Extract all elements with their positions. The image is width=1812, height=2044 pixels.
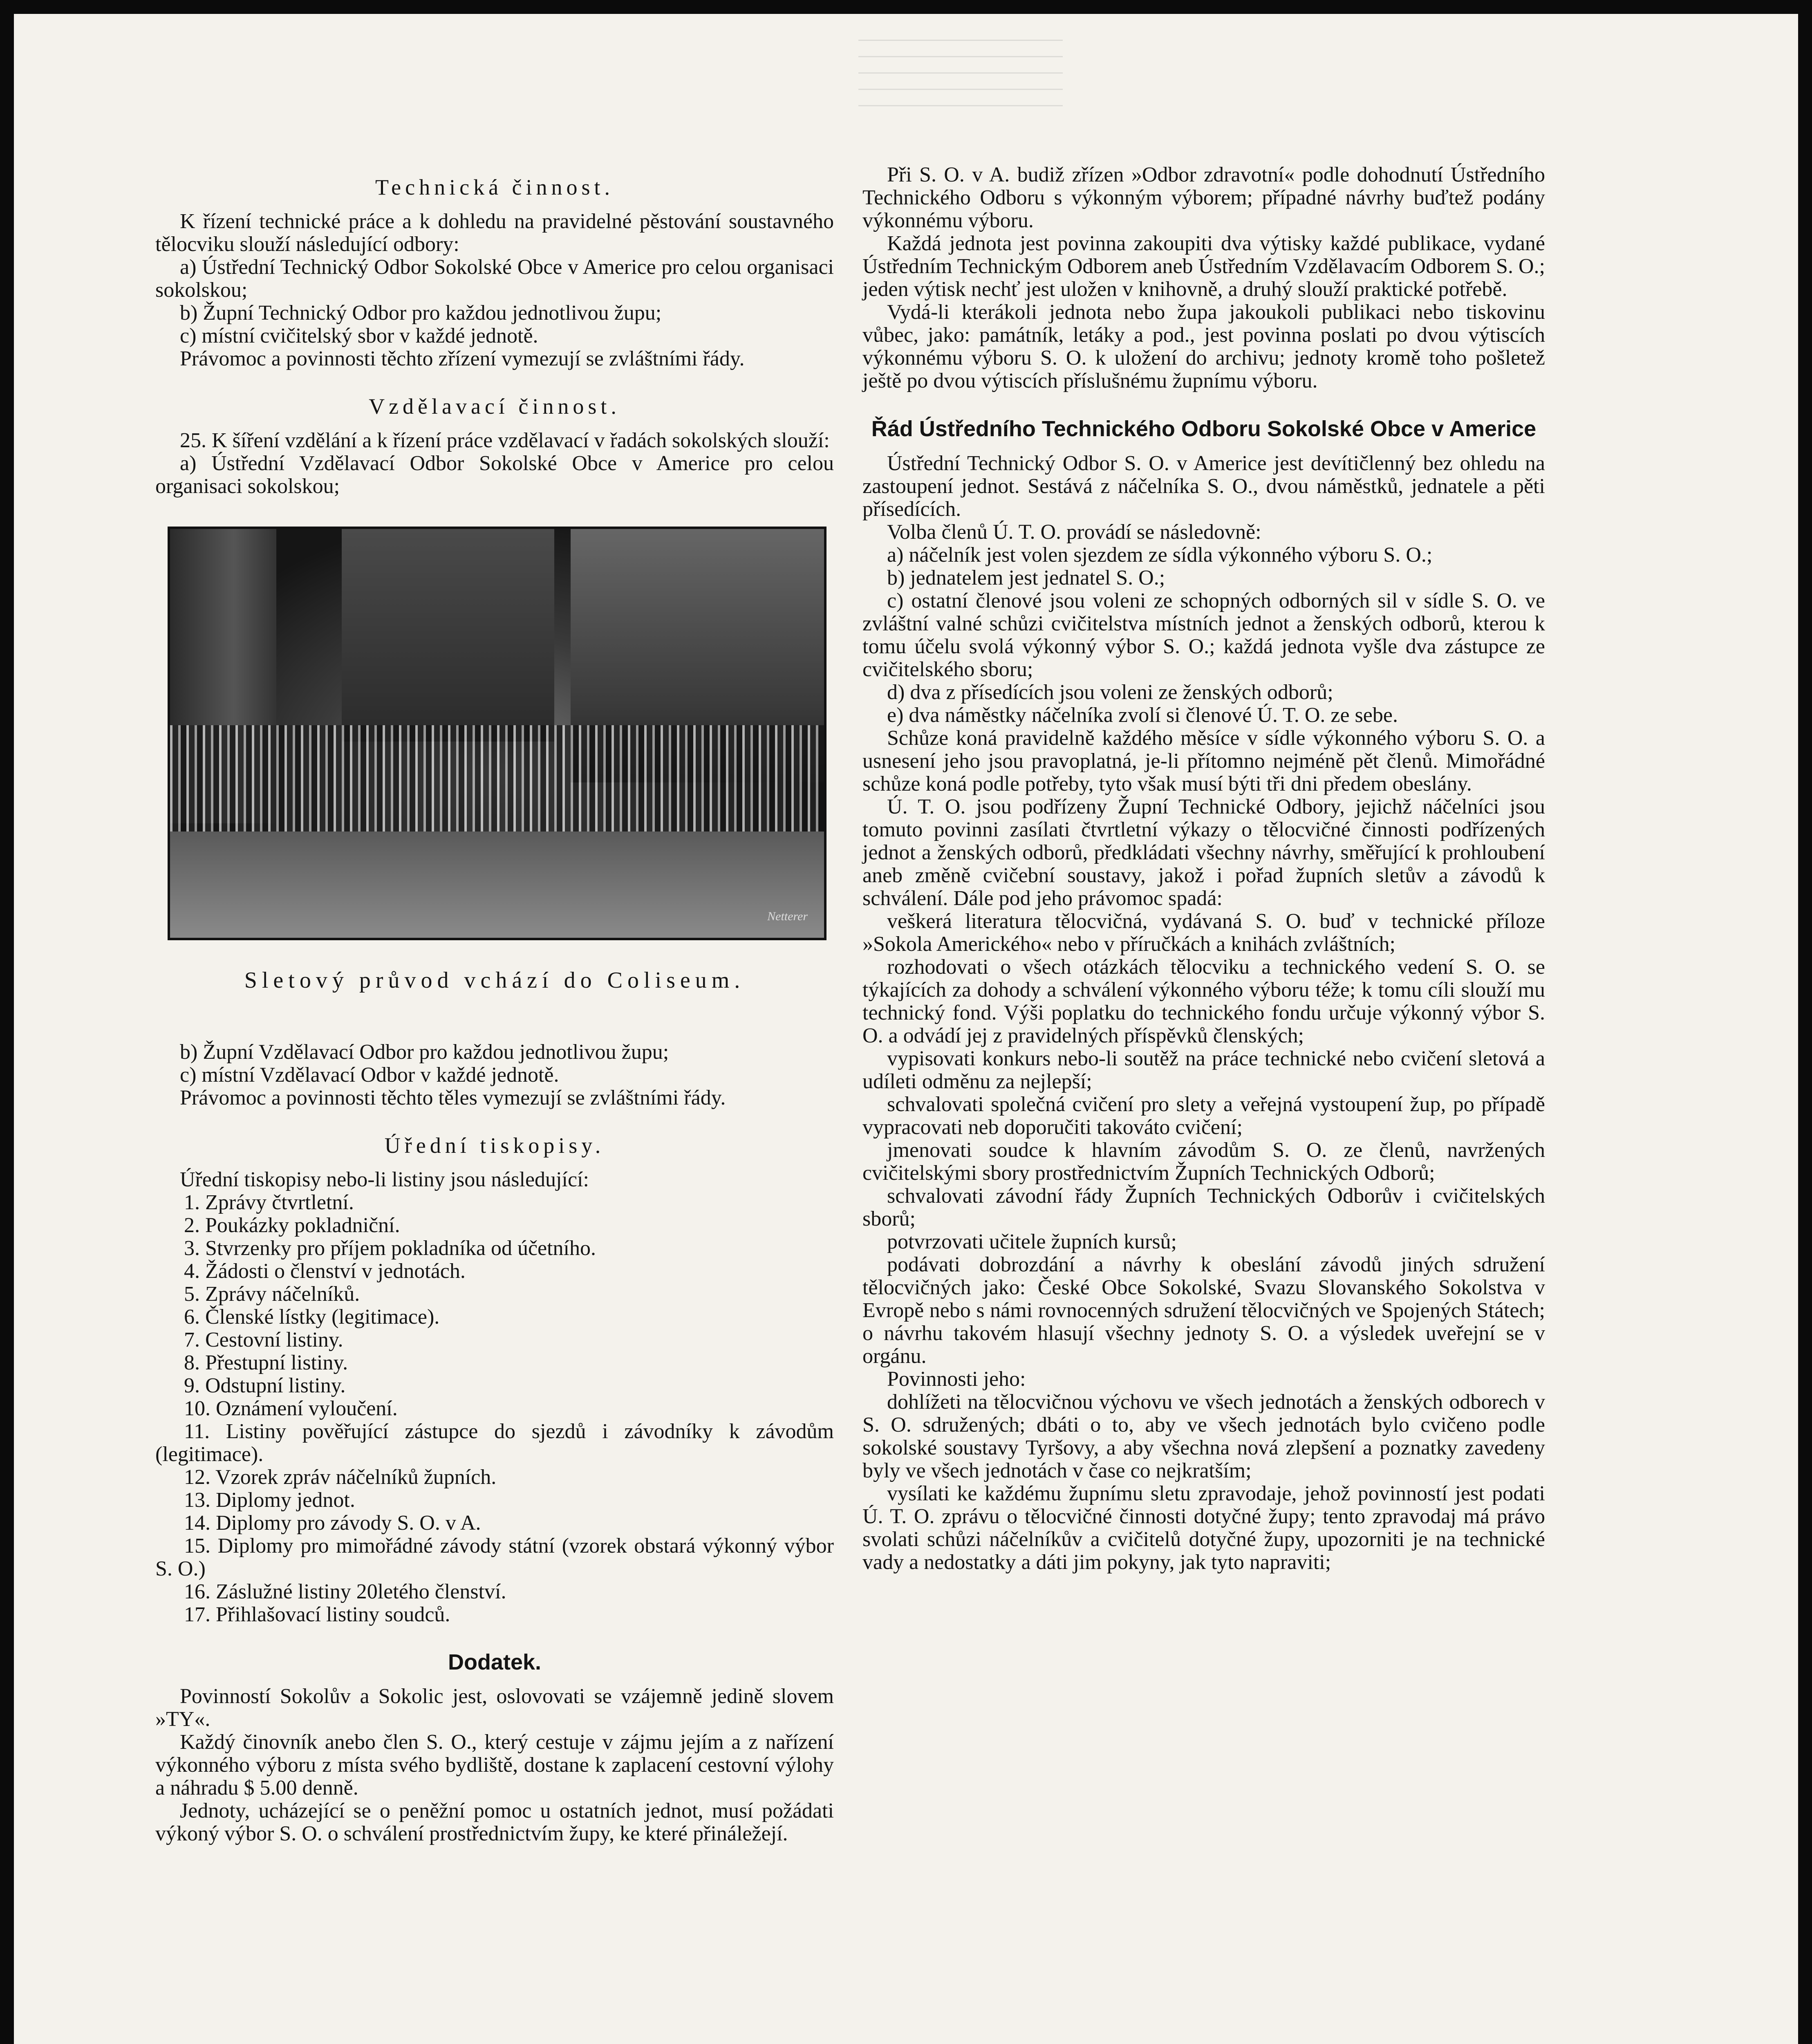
- paragraph: Volba členů Ú. T. O. provádí se následovně:: [887, 520, 1261, 544]
- list-item: 11. Listiny pověřující zástupce do sjezdů i závodníky k závodům (legitimace).: [155, 1420, 834, 1466]
- order-heading: Řád Ústředního Technického Odboru Sokolské Obce v Americe: [871, 417, 1537, 441]
- paragraph: c) ostatní členové jsou voleni ze schopných odborných sil v sídle S. O. ve zvláštní valné schůzi cvičitelstva místních jednot a ženských odborů, kterou k tomu účelu svolá výkonný výbor S. O.; každá jednota vyšle dva zástupce ze cvičitelského sboru;: [862, 589, 1545, 681]
- paragraph: dohlížeti na tělocvičnou výchovu ve všech jednotách a ženských odborech v S. O. sdružených; dbáti o to, aby ve všech jednotách bylo cvičeno podle sokolské soustavy Tyršovy, a aby všechna nová zlepšení a poznatky zavedeny byly ve všech jednotách v čase co nejkratším;: [862, 1390, 1545, 1482]
- paragraph: Povinností Sokolův a Sokolic jest, oslovovati se vzájemně jedině slovem »TY«.: [155, 1685, 834, 1731]
- paragraph: podávati dobrozdání a návrhy k obeslání závodů jiných sdružení tělocvičných jako: České Obce Sokolské, Svazu Slovanského Sokolstva v Evropě nebo s námi rovnocenných sdružení tělocvičných ve Spojených Státech; o návrhu takovém hlasují všechny jednoty S. O. a výsledek uveřejní se v orgánu.: [862, 1253, 1545, 1368]
- paragraph: a) náčelník jest volen sjezdem ze sídla výkonného výboru S. O.;: [887, 543, 1433, 567]
- paragraph: potvrzovati učitele župních kursů;: [887, 1230, 1177, 1253]
- parade-crowd: [170, 725, 824, 831]
- addendum-heading: Dodatek.: [448, 1650, 542, 1674]
- paragraph: c) místní Vzdělavací Odbor v každé jednotě.: [180, 1063, 559, 1087]
- paragraph: b) jednatelem jest jednatel S. O.;: [887, 566, 1165, 589]
- paragraph: schvalovati závodní řády Župních Technických Odborův i cvičitelských sborů;: [862, 1184, 1545, 1230]
- paragraph: Každý činovník anebo člen S. O., který cestuje v zájmu jejím a z nařízení výkonného výboru z místa svého bydliště, dostane k zaplacení cestovní výlohy a náhradu $ 5.00 denně.: [155, 1730, 834, 1800]
- building-center: [342, 529, 554, 742]
- list-item: 15. Diplomy pro mimořádné závody státní (vzorek obstará výkonný výbor S. O.): [155, 1534, 834, 1580]
- paragraph: vypisovati konkurs nebo-li soutěž na práce technické nebo cvičení sletová a udíleti odměnu za nejlepší;: [862, 1047, 1545, 1093]
- paragraph: e) dva náměstky náčelníka zvolí si členové Ú. T. O. ze sebe.: [887, 704, 1398, 727]
- paragraph: b) Župní Vzdělavací Odbor pro každou jednotlivou župu;: [180, 1040, 669, 1064]
- official-forms-heading: Úřední tiskopisy.: [384, 1133, 605, 1158]
- paragraph: schvalovati společná cvičení pro slety a veřejná vystoupení žup, po případě vypracovati neb doporučiti takováto cvičení;: [862, 1093, 1545, 1139]
- paragraph: veškerá literatura tělocvičná, vydávaná S. O. buď v technické příloze »Sokola Amerického« nebo v příručkách a knihách zvláštních;: [862, 910, 1545, 956]
- right-column: [862, 164, 1545, 1574]
- list-item: 8. Přestupní listiny.: [184, 1351, 348, 1374]
- education-activity-heading: Vzdělavací činnost.: [369, 394, 620, 419]
- list-item: 7. Cestovní listiny.: [184, 1328, 343, 1351]
- paragraph: vysílati ke každému župnímu sletu zpravodaje, jehož povinností jest podati Ú. T. O. zprávu o tělocvičné činnosti dotyčné župy; tento zpravodaj má právo svolati schůzi náčelníkův a cvičitelů dotyčné župy, upozorniti je na technické vady a nedostatky a dáti jim pokyny, jak tyto napraviti;: [862, 1482, 1545, 1574]
- list-item: 1. Zprávy čtvrtletní.: [184, 1191, 354, 1214]
- paragraph: b) Župní Technický Odbor pro každou jednotlivou župu;: [180, 301, 662, 325]
- paragraph: Při S. O. v A. budiž zřízen »Odbor zdravotní« podle dohodnutí Ústředního Technického Odboru s výkonným výborem; případné návrhy buďtež podány výkonnému výboru.: [862, 163, 1545, 232]
- list-item: 6. Členské lístky (legitimace).: [184, 1305, 440, 1329]
- paragraph: a) Ústřední Technický Odbor Sokolské Obce v Americe pro celou organisaci sokolskou;: [155, 256, 834, 302]
- paragraph: a) Ústřední Vzdělavací Odbor Sokolské Obce v Americe pro celou organisaci sokolskou;: [155, 452, 834, 498]
- paragraph: K řízení technické práce a k dohledu na pravidelné pěstování soustavného tělocviku slouží následující odbory:: [155, 210, 834, 256]
- list-item: 16. Záslužné listiny 20letého členství.: [184, 1580, 506, 1603]
- street: [170, 831, 824, 938]
- bleed-through-marks: [858, 25, 1063, 106]
- paragraph: jmenovati soudce k hlavním závodům S. O. ze členů, navržených cvičitelskými sbory prostřednictvím Župních Technických Odborů;: [862, 1139, 1545, 1185]
- technical-activity-heading: Technická činnost.: [375, 175, 614, 199]
- list-item: 17. Přihlašovací listiny soudců.: [184, 1603, 450, 1626]
- paragraph: 25. K šíření vzdělání a k řízení práce vzdělavací v řadách sokolských slouží:: [180, 429, 830, 452]
- list-item: 3. Stvrzenky pro příjem pokladníka od účetního.: [184, 1237, 596, 1260]
- paragraph: Vydá-li kterákoli jednota nebo župa jakoukoli publikaci nebo tiskovinu vůbec, jako: památník, letáky a pod., jest povinna poslati po dvou výtiscích výkonnému výboru S. O. k uložení do archivu; jednoty kromě toho pošletež ještě po dvou výtiscích příslušnému župnímu výboru.: [862, 300, 1545, 392]
- paragraph: Právomoc a povinnosti těchto těles vymezují se zvláštními řády.: [180, 1086, 726, 1109]
- list-item: 12. Vzorek zpráv náčelníků župních.: [184, 1466, 497, 1489]
- list-item: 9. Odstupní listiny.: [184, 1374, 346, 1397]
- list-item: 5. Zprávy náčelníků.: [184, 1282, 360, 1306]
- list-item: 14. Diplomy pro závody S. O. v A.: [184, 1511, 481, 1535]
- paragraph: rozhodovati o všech otázkách tělocviku a technického vedení S. O. se týkajících za dohody a schválení výkonného výboru téže; k tomu cíli slouží mu technický fond. Výši poplatku do technického fondu určuje výkonný výbor S. O. a odvádí jej z pravidelných příspěvků členských;: [862, 955, 1545, 1047]
- paragraph: d) dva z přísedících jsou voleni ze ženských odborů;: [887, 681, 1333, 704]
- forms-list: [155, 1191, 834, 1626]
- paragraph: Povinnosti jeho:: [887, 1367, 1026, 1391]
- paragraph: Úřední tiskopisy nebo-li listiny jsou následující:: [180, 1168, 589, 1191]
- paragraph: Každá jednota jest povinna zakoupiti dva výtisky každé publikace, vydané Ústředním Technickým Odborem aneb Ústředním Vzdělavacím Odborem S. O.; jeden výtisk nechť jest uložen v knihovně, a druhý slouží praktické potřebě.: [862, 232, 1545, 301]
- photo-caption: Sletový průvod vchází do Coliseum.: [244, 968, 745, 993]
- list-item: 13. Diplomy jednot.: [184, 1488, 355, 1512]
- paragraph: c) místní cvičitelský sbor v každé jednotě.: [180, 324, 538, 347]
- paragraph: Ú. T. O. jsou podřízeny Župní Technické Odbory, jejichž náčelníci jsou tomuto povinni zasílati čtvrtletní výkazy o tělocvičné činnosti podřízených jednot a ženských odborů, předkládati všechny návrhy, směřující k prohloubení aneb změně cvičební soustavy, jakož i pořad župních sletův a závodů k schválení. Dále pod jeho právomoc spadá:: [862, 795, 1545, 910]
- parade-photo: [168, 527, 826, 940]
- paragraph: Schůze koná pravidelně každého měsíce v sídle výkonného výboru S. O. a usnesení jeho jsou pravoplatná, je-li přítomno nejméně pět členů. Mimořádné schůze koná podle potřeby, tyto však musí býti tři dni předem obeslány.: [862, 726, 1545, 796]
- paragraph: Právomoc a povinnosti těchto zřízení vymezují se zvláštními řády.: [180, 347, 745, 370]
- list-item: 4. Žádosti o členství v jednotách.: [184, 1260, 466, 1283]
- photographer-signature: Netterer: [767, 910, 808, 923]
- list-item: 2. Poukázky pokladniční.: [184, 1214, 400, 1237]
- paragraph: Jednoty, ucházející se o peněžní pomoc u ostatních jednot, musí požádati výkoný výbor S. O. o schválení prostřednictvím župy, ke které přináležejí.: [155, 1799, 834, 1845]
- list-item: 10. Oznámení vyloučení.: [184, 1397, 398, 1420]
- left-column: [155, 164, 834, 1845]
- paragraph: Ústřední Technický Odbor S. O. v Americe jest devítičlenný bez ohledu na zastoupení jednot. Sestává z náčelníka S. O., dvou náměstků, jednatele a pěti přísedících.: [862, 452, 1545, 521]
